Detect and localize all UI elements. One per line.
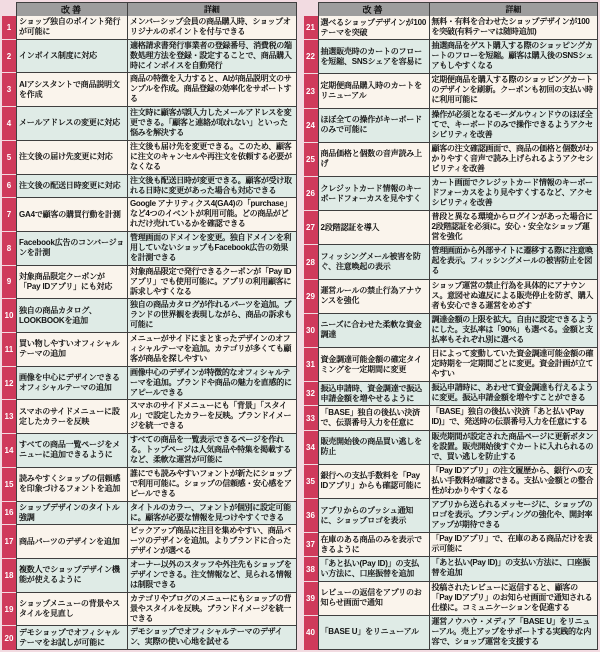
row-number: 7 [2,198,16,232]
row-number: 28 [304,245,318,279]
row-number: 33 [304,406,318,430]
table-row [304,582,599,616]
improvement-cell: 銀行への支払手数料を「Pay IDアプリ」からも確認可能に [318,465,430,499]
row-number: 36 [304,499,318,533]
improvement-cell: 「あと払い(Pay ID)」の支払い方法に、口座振替を追加 [318,557,430,581]
row-number: 23 [304,74,318,108]
detail-cell: 日によって変動していた資金調達可能金額の確定時期を一定期間ごとに変更。資金計画が立てやすい [430,348,599,382]
detail-cell: 画像中心のデザインが特徴的なオフィシャルテーマを追加。ブランドや商品の魅力を直感的にアピールできる [128,367,297,401]
row-number: 3 [2,73,16,107]
table-row [2,434,297,468]
table-row [2,175,297,199]
improvement-cell: 独自の商品カタログ、LOOKBOOKを追加 [16,299,128,333]
table-row [304,109,599,143]
detail-cell: 誰にでも読みやすいフォントが新たにショップで利用可能に。ショップの信頼感・安心感をアピールできる [128,468,297,502]
row-number: 6 [2,175,16,199]
row-number: 18 [2,559,16,593]
improvement-cell: 商品価格と個数の音声読み上げ [318,143,430,177]
improvements-table-right [304,2,599,650]
improvement-cell: Facebook広告のコンバージョンを計測 [16,232,128,266]
row-number: 34 [304,431,318,465]
table-row [304,314,599,348]
improvement-cell: レビューの返信をアプリのお知らせ画面で通知 [318,582,430,616]
row-number: 39 [304,582,318,616]
improvement-cell: クレジットカード情報のキーボードフォーカスを見やすく [318,177,430,211]
table-row [2,73,297,107]
detail-cell: すべての商品を一覧表示できるページを作れる。トップページは人気商品や特集を掲載するなど、柔軟な運営が可能に [128,434,297,468]
row-number: 14 [2,434,16,468]
table-row [2,299,297,333]
improvement-cell: 2段階認証を導入 [318,211,430,245]
detail-cell: 普段と異なる環境からログインがあった場合に2段階認証を必須に。安心・安全なショップ運営を強化 [430,211,599,245]
row-number: 17 [2,525,16,559]
row-number: 25 [304,143,318,177]
improvement-column-header: 改善 [16,2,128,17]
table-row [2,16,297,40]
row-number: 8 [2,232,16,266]
table-row [2,559,297,593]
row-number: 1 [2,16,16,40]
detail-cell: 投稿されたレビューに返信すると、顧客の「Pay IDアプリ」のお知らせ画面で通知される仕様に。コミュニケーションを促進する [430,582,599,616]
row-number: 32 [304,382,318,406]
detail-cell: メンバーシップ会員の商品購入時、ショップオリジナルのポイントを付与できる [128,16,297,40]
improvement-cell: メールアドレスの変更に対応 [16,107,128,141]
table-row [2,367,297,401]
improvement-cell: アプリからのプッシュ通知に、ショップロゴを表示 [318,499,430,533]
table-row [2,400,297,434]
row-number: 20 [2,626,16,650]
row-number: 24 [304,109,318,143]
detail-cell: カート画面でクレジットカード情報のキーボードフォーカスをより見やすくするなど、アクセシビリティを改善 [430,177,599,211]
row-number: 5 [2,141,16,175]
row-number: 10 [2,299,16,333]
table-row [304,465,599,499]
table-row [2,198,297,232]
corner-spacer [2,2,16,17]
improvement-cell: 読みやすくショップの信頼感を印象づけるフォントを追加 [16,468,128,502]
improvement-cell: 運営ルールの禁止行為アナウンスを強化 [318,280,430,314]
table-row [304,499,599,533]
improvement-cell: 「BASE」独自の後払い決済で、伝票番号入力を任意に [318,406,430,430]
row-number: 40 [304,616,318,650]
detail-cell: 「Pay IDアプリ」の注文履歴から、銀行への支払い手数料が確認できる。支払い金額との整合性がわかりやすくなる [430,465,599,499]
detail-cell: 無料・有料を合わせたショップデザインが100を突破(有料テーマは随時追加) [430,16,599,40]
detail-cell: 顧客の注文確認画面で、商品の価格と個数がわかりやすく音声で読み上げられるようアクセシビリティを改善 [430,143,599,177]
detail-cell: 操作が必須となるモーダルウィンドウのほぼ全てで、キーボードのみで操作できるようアクセシビリティを改善 [430,109,599,143]
table-row [304,177,599,211]
improvements-table-left [2,2,297,650]
row-number: 38 [304,557,318,581]
row-number: 2 [2,40,16,74]
table-row [304,616,599,650]
row-number: 13 [2,400,16,434]
detail-cell: 注文後も配送日時が変更できる。顧客が受け取れる日時に変更があった場合も対応できる [128,175,297,199]
improvement-cell: 選べるショップデザインが100テーマを突破 [318,16,430,40]
improvement-cell: スマホのサイドメニューに設定したカラーを反映 [16,400,128,434]
detail-cell: 抽選商品をゲスト購入する際のショッピングカートのフローを短縮。顧客は購入後のSNSシェアもしやすくなる [430,40,599,74]
detail-cell: 独自の商品カタログが作れるパーツを追加。ブランドの世界観を表現しながら、商品の訴求も可能に [128,299,297,333]
detail-cell: Google アナリティクス4(GA4)の「purchase」など4つのイベントが利用可能。どの商品がどれだけ売れているかを確認できる [128,198,297,232]
detail-column-header: 詳細 [128,2,297,17]
improvement-cell: 注文後の配送日時変更に対応 [16,175,128,199]
detail-cell: スマホのサイドメニューにも「背景」「スタイル」で設定したカラーを反映。ブランドイメージを統一できる [128,400,297,434]
row-number: 37 [304,533,318,557]
table-header-left [2,2,297,16]
improvement-cell: 抽選販売時のカートのフローを短縮、SNSシェアを容易に [318,40,430,74]
improvement-cell: デモショップでオフィシャルテーマをお試しが可能に [16,626,128,650]
row-number: 4 [2,107,16,141]
detail-cell: カテゴリやブログのメニューにもショップの背景やスタイルを反映。ブランドイメージを統一できる [128,593,297,627]
detail-cell: ピックアップ商品に注目を集めやすい、商品パーツのデザインを追加。よりブランドに合ったデザインが選べる [128,525,297,559]
detail-cell: 注文時に顧客が誤入力したメールアドレスを変更できる。「顧客と連絡が取れない」といった悩みを解決する [128,107,297,141]
table-row [2,232,297,266]
table-row [2,502,297,526]
detail-cell: 適格請求書発行事業者の登録番号、消費税の端数処理方法を登録・設定することで、商品購入時にインボイスを自動発行 [128,40,297,74]
improvement-cell: インボイス制度に対応 [16,40,128,74]
detail-cell: 販売期間が設定された商品ページに更新ボタンを設置。販売開始後すぐカートに入れられるので、買い逃しを防止する [430,431,599,465]
improvement-cell: ニーズに合わせた柔軟な資金調達 [318,314,430,348]
row-number: 31 [304,348,318,382]
row-number: 29 [304,280,318,314]
corner-spacer [304,2,318,17]
table-row [2,333,297,367]
table-row [304,280,599,314]
table-row [304,211,599,245]
row-number: 9 [2,266,16,300]
table-row [304,245,599,279]
detail-cell: デモショップでオフィシャルテーマのデザイン、実際の使い心地を試せる [128,626,297,650]
table-row [304,40,599,74]
table-row [2,468,297,502]
table-row [304,382,599,406]
improvement-cell: ショップ独自のポイント発行が可能に [16,16,128,40]
row-number: 30 [304,314,318,348]
table-row [304,431,599,465]
table-row [2,525,297,559]
table-row [2,40,297,74]
improvement-cell: 対象商品限定クーポンが「Pay IDアプリ」にも対応 [16,266,128,300]
table-header-right [304,2,599,16]
detail-cell: 「Pay IDアプリ」で、在庫のある商品だけを表示可能に [430,533,599,557]
improvement-cell: すべての商品一覧ページをメニューに追加できるように [16,434,128,468]
detail-cell: 運営ノウハウ・メディア「BASE U」をリニューアル。売上アップをサポートする実践的な内容で、ショップ運営を支援する [430,616,599,650]
table-rows-left [2,16,297,650]
detail-cell: タイトルのカラー、フォントが個別に設定可能に。顧客が必要な情報を見つけやすくできる [128,502,297,526]
detail-cell: ショップ運営の禁止行為を具体的にアナウンス。意図せぬ違反による販売停止を防ぎ、購入者も安心できる運営をめざす [430,280,599,314]
improvement-cell: 定期便商品購入時のカートをリニューアル [318,74,430,108]
row-number: 35 [304,465,318,499]
row-number: 19 [2,593,16,627]
improvement-cell: 注文後の届け先変更に対応 [16,141,128,175]
improvement-cell: ショップデザインのタイトル強調 [16,502,128,526]
improvement-column-header: 改善 [318,2,430,17]
improvements-table [2,2,598,650]
improvement-cell: 振込申請時、資金調達で振込申請金額を増やせるように [318,382,430,406]
detail-cell: 定期便商品を購入する際のショッピングカートのデザインを刷新。クーポンも初回の支払い時に利用可能に [430,74,599,108]
row-number: 26 [304,177,318,211]
table-row [304,74,599,108]
detail-cell: 商品の特徴を入力すると、AIが商品説明文のサンプルを作成。商品登録の効率化をサポートする [128,73,297,107]
improvement-cell: ほぼ全ての操作がキーボードのみで可能に [318,109,430,143]
table-row [2,266,297,300]
row-number: 11 [2,333,16,367]
improvement-cell: 複数人でショップデザイン機能が使えるように [16,559,128,593]
improvement-cell: 画像を中心にデザインできるオフィシャルテーマの追加 [16,367,128,401]
improvement-cell: 商品パーツのデザインを追加 [16,525,128,559]
detail-cell: 「BASE」独自の後払い決済「あと払い(Pay ID)」で、発送時の伝票番号入力を任意にする [430,406,599,430]
improvement-cell: 資金調達可能金額の確定タイミングを一定期間に変更 [318,348,430,382]
table-row [2,593,297,627]
improvement-cell: フィッシングメール被害を防ぐ、注意喚起の表示 [318,245,430,279]
row-number: 22 [304,40,318,74]
detail-cell: 調達金額の上限を拡大。自由に設定できるようにした。支払率は「90%」も選べる。金額と支払率もそれぞれ別に選べる [430,314,599,348]
detail-cell: 管理画面から外部サイトに遷移する際に注意喚起を表示。フィッシングメールの被害防止を図る [430,245,599,279]
table-row [304,533,599,557]
improvement-cell: 買い物しやすいオフィシャルテーマの追加 [16,333,128,367]
detail-cell: 「あと払い(Pay ID)」の支払い方法に、口座振替を追加 [430,557,599,581]
table-rows-right [304,16,599,650]
improvement-cell: 「BASE U」をリニューアル [318,616,430,650]
improvement-cell: AIアシスタントで商品説明文を作成 [16,73,128,107]
detail-column-header: 詳細 [430,2,599,17]
detail-cell: 対象商品限定で発行できるクーポンが「Pay IDアプリ」でも使用可能に。アプリの利用顧客に訴求しやすくなる [128,266,297,300]
table-row [2,107,297,141]
detail-cell: メニューがサイドにまとまったデザインのオフィシャルテーマを追加。カテゴリが多くても顧客が商品を探しやすい [128,333,297,367]
improvement-cell: 在庫のある商品のみを表示できるように [318,533,430,557]
row-number: 15 [2,468,16,502]
detail-cell: 振込申請時に、あわせて資金調達も行えるように変更。振込申請金額を増やすことができる [430,382,599,406]
improvement-cell: GA4で顧客の購買行動を計測 [16,198,128,232]
row-number: 16 [2,502,16,526]
improvement-cell: ショップメニューの背景やスタイルを見直し [16,593,128,627]
row-number: 21 [304,16,318,40]
row-number: 12 [2,367,16,401]
detail-cell: 管理画面のドメインを変更。独自ドメインを利用していないショップもFacebook広告の効果を計測できる [128,232,297,266]
detail-cell: 注文後も届け先を変更できる。このため、顧客に注文のキャンセルや再注文を依頼する必要がなくなる [128,141,297,175]
row-number: 27 [304,211,318,245]
table-row [2,626,297,650]
table-row [304,143,599,177]
table-row [304,557,599,581]
detail-cell: オーナー以外のスタッフや外注先もショップをデザインできる。注文情報など、見られる情報は制限できる [128,559,297,593]
detail-cell: アプリから送られるメッセージに、ショップのロゴを表示。ブランディングの強化や、開封率アップが期待できる [430,499,599,533]
table-row [304,16,599,40]
table-row [304,348,599,382]
table-row [304,406,599,430]
table-row [2,141,297,175]
improvement-cell: 販売開始後の商品買い逃しを防止 [318,431,430,465]
